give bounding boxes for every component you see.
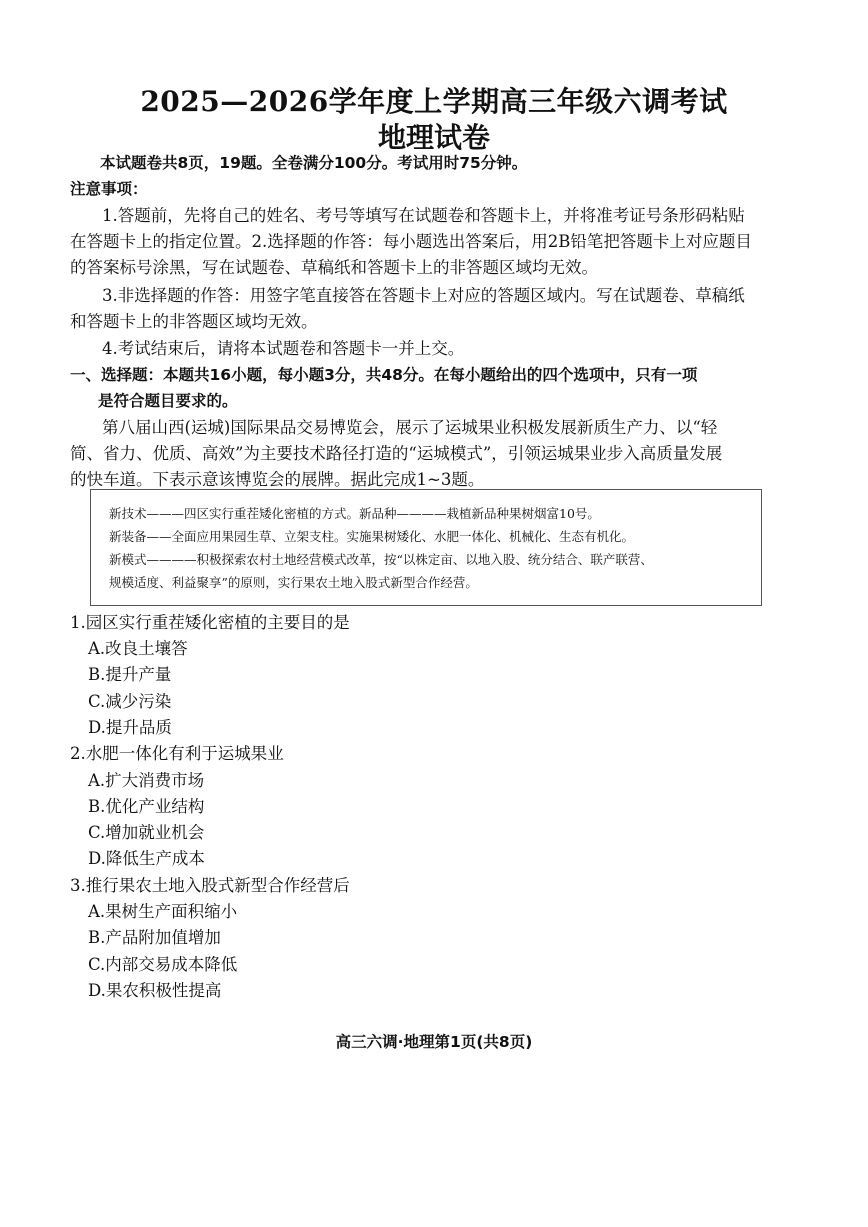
question-2-option-d: D.降低生产成本 <box>88 849 205 868</box>
question-3-option-a: A.果树生产面积缩小 <box>88 902 238 921</box>
note-3-line-1: 3.非选择题的作答：用签字笔直接答在答题卡上对应的答题区域内。写在试题卷、草稿纸 <box>102 286 745 305</box>
passage-line-3: 的快车道。下表示意该博览会的展牌。据此完成1~3题。 <box>70 470 485 489</box>
passage-line-1: 第八届山西(运城)国际果品交易博览会，展示了运城果业积极发展新质生产力、以“轻 <box>102 418 718 437</box>
page-footer: 高三六调·地理第1页(共8页) <box>335 1033 533 1051</box>
question-2-option-c: C.增加就业机会 <box>88 823 205 842</box>
question-1-option-a: A.改良土壤答 <box>88 639 188 658</box>
question-3-option-b: B.产品附加值增加 <box>88 928 221 947</box>
question-1-option-c: C.减少污染 <box>88 692 172 711</box>
notes-heading: 注意事项： <box>70 180 148 198</box>
question-3-stem: 3.推行果农土地入股式新型合作经营后 <box>70 876 350 895</box>
passage-line-2: 简、省力、优质、高效”为主要技术路径打造的“运城模式”，引领运城果业步入高质量发展 <box>70 444 723 463</box>
question-2-stem: 2.水肥一体化有利于运城果业 <box>70 744 284 763</box>
exhibit-board <box>90 489 762 606</box>
question-3-option-d: D.果农积极性提高 <box>88 981 222 1000</box>
note-4: 4.考试结束后，请将本试题卷和答题卡一并上交。 <box>102 339 465 358</box>
question-1-option-b: B.提升产量 <box>88 665 172 684</box>
section-heading-line-1: 一、选择题：本题共16小题，每小题3分，共48分。在每小题给出的四个选项中，只有一项 <box>70 366 698 384</box>
question-3-option-c: C.内部交易成本降低 <box>88 955 238 974</box>
note-1-line-2: 在答题卡上的指定位置。2.选择题的作答：每小题选出答案后，用2B铅笔把答题卡上对应题目 <box>70 232 752 251</box>
question-2-option-b: B.优化产业结构 <box>88 797 205 816</box>
question-1-option-d: D.提升品质 <box>88 718 172 737</box>
question-2-option-a: A.扩大消费市场 <box>88 771 205 790</box>
exhibit-row-technology: 新技术———四区实行重茬矮化密植的方式。新品种————栽植新品种果树烟富10号。 <box>109 506 600 521</box>
section-heading-line-2: 是符合题目要求的。 <box>98 392 238 410</box>
exam-info: 本试题卷共8页，19题。全卷满分100分。考试用时75分钟。 <box>100 154 528 172</box>
note-3-line-2: 和答题卡上的非答题区域均无效。 <box>70 312 318 331</box>
exam-subject-title: 地理试卷 <box>377 121 490 154</box>
exam-title: 2025—2026学年度上学期高三年级六调考试 <box>140 85 728 118</box>
exhibit-row-model-cont: 规模适度、利益聚享”的原则，实行果农土地入股式新型合作经营。 <box>109 575 478 590</box>
exhibit-row-equipment: 新装备——全面应用果园生草、立架支柱。实施果树矮化、水肥一体化、机械化、生态有机化。 <box>109 529 635 544</box>
question-1-stem: 1.园区实行重茬矮化密植的主要目的是 <box>70 613 350 632</box>
exhibit-row-model: 新模式————积极探索农村土地经营模式改革，按“以株定亩、以地入股、统分结合、联产联营、 <box>109 552 653 567</box>
note-1-line-3: 的答案标号涂黑，写在试题卷、草稿纸和答题卡上的非答题区域均无效。 <box>70 258 598 277</box>
note-1-line-1: 1.答题前，先将自己的姓名、考号等填写在试题卷和答题卡上，并将准考证号条形码粘贴 <box>102 206 745 225</box>
